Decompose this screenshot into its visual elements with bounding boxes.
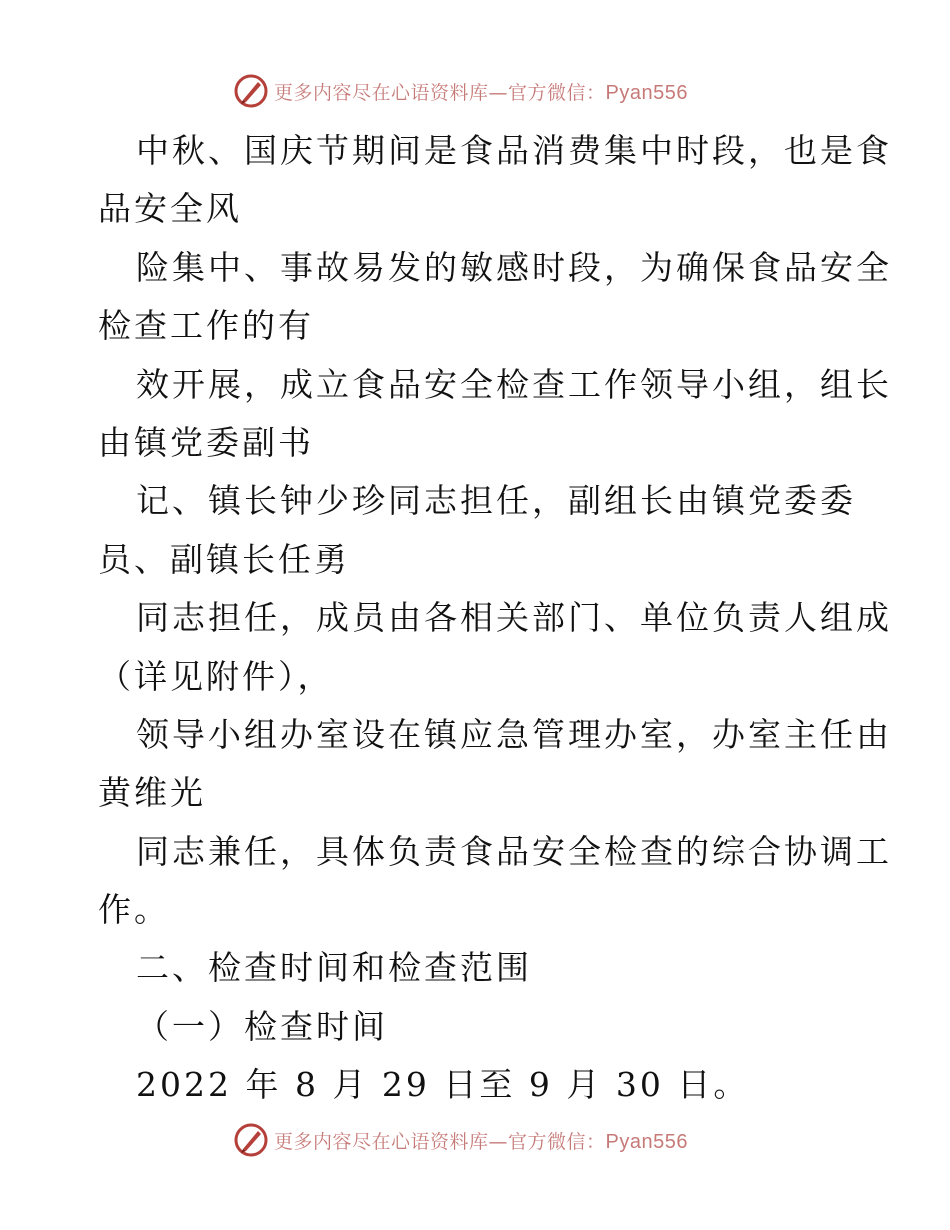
paragraph-line: 险集中、事故易发的敏感时段，为确保食品安全 (136, 247, 892, 287)
watermark-footer (234, 1122, 688, 1158)
subsection-heading: （一）检查时间 (136, 1006, 388, 1046)
watermark-wechat-id: Pyan556 (605, 81, 688, 104)
quill-pen-logo-icon (234, 74, 268, 108)
document-body (98, 122, 892, 1115)
watermark-wechat-id: Pyan556 (605, 1130, 688, 1153)
paragraph-line: （详见附件）， (98, 656, 334, 696)
date-range-line: 2022 年 8 月 29 日至 9 月 30 日。 (136, 1065, 750, 1105)
watermark-text (274, 1127, 688, 1154)
watermark-text (274, 78, 688, 105)
paragraph-line: 同志兼任，具体负责食品安全检查的综合协调工 (136, 831, 892, 871)
paragraph-line: 同志担任，成员由各相关部门、单位负责人组成 (136, 598, 892, 638)
paragraph-line: 效开展，成立食品安全检查工作领导小组，组长 (136, 364, 892, 404)
paragraph-line: 员、副镇长任勇 (98, 539, 350, 579)
watermark-header (234, 73, 688, 109)
section-heading: 二、检查时间和检查范围 (136, 948, 532, 988)
paragraph-line: 领导小组办室设在镇应急管理办室，办室主任由 (136, 714, 892, 754)
paragraph-line: 黄维光 (98, 773, 206, 813)
paragraph-line: 作。 (98, 890, 170, 930)
paragraph-line: 品安全风 (98, 189, 242, 229)
watermark-label: 更多内容尽在心语资料库—官方微信： (274, 81, 606, 104)
paragraph-line: 检查工作的有 (98, 306, 314, 346)
paragraph-line: 由镇党委副书 (98, 422, 314, 462)
paragraph-line: 记、镇长钟少珍同志担任，副组长由镇党委委 (136, 481, 856, 521)
quill-pen-logo-icon (234, 1123, 268, 1157)
watermark-label: 更多内容尽在心语资料库—官方微信： (274, 1130, 606, 1153)
paragraph-line: 中秋、国庆节期间是食品消费集中时段，也是食 (136, 131, 892, 170)
